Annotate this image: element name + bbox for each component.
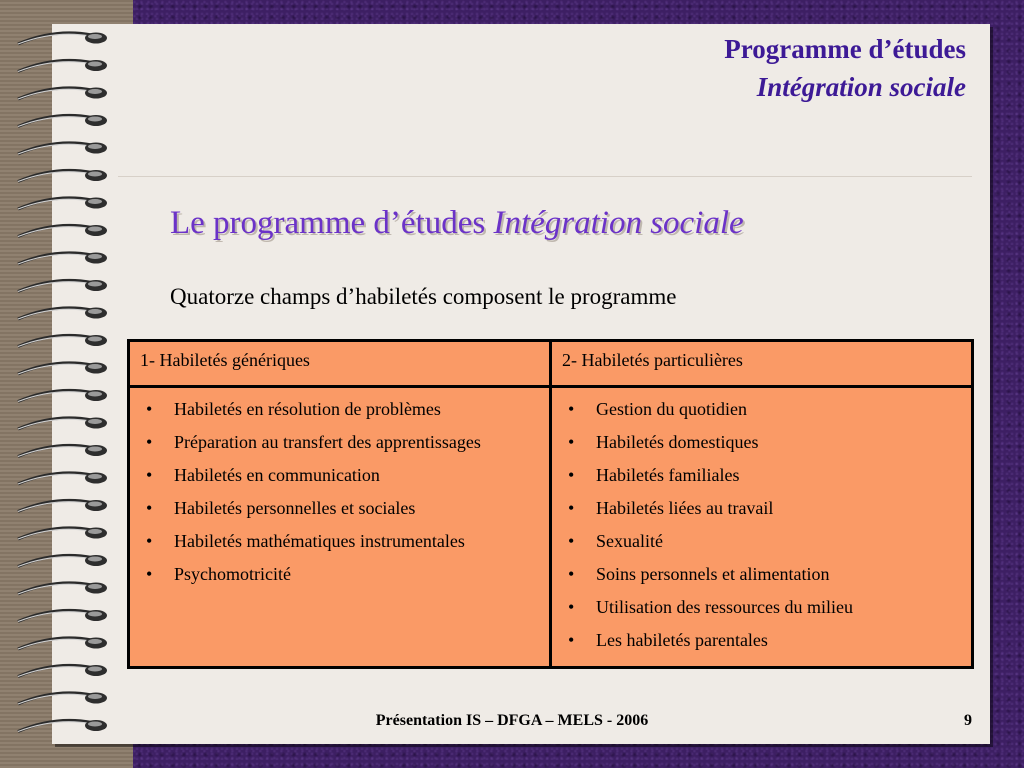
generic-skills-list <box>140 396 539 587</box>
particular-skills-cell <box>551 387 973 668</box>
header-title-sub: Intégration sociale <box>756 72 966 102</box>
list-item: • Habiletés domestiques <box>562 429 961 455</box>
skills-table <box>127 339 974 669</box>
slide-title <box>170 205 744 242</box>
table-header-particular: 2- Habiletés particulières <box>551 341 973 387</box>
spiral-binding-icon <box>0 0 120 768</box>
table-row <box>129 387 973 668</box>
generic-skills-cell <box>129 387 551 668</box>
header-title-main: Programme d’études <box>724 34 966 64</box>
list-item: • Psychomotricité <box>140 561 539 587</box>
slide-subtitle: Quatorze champs d’habiletés composent le programme <box>170 284 677 309</box>
slide-title-italic: Intégration sociale <box>493 205 744 241</box>
list-item: • Habiletés en communication <box>140 462 539 488</box>
list-item: • Les habiletés parentales <box>562 627 961 653</box>
table-header-generic: 1- Habiletés génériques <box>129 341 551 387</box>
list-item: • Habiletés personnelles et sociales <box>140 495 539 521</box>
header-title <box>724 30 966 106</box>
list-item: • Utilisation des ressources du milieu <box>562 594 961 620</box>
particular-skills-list <box>562 396 961 653</box>
list-item: • Préparation au transfert des apprentissages <box>140 429 539 455</box>
list-item: • Habiletés mathématiques instrumentales <box>140 528 539 554</box>
list-item: • Gestion du quotidien <box>562 396 961 422</box>
list-item: • Habiletés liées au travail <box>562 495 961 521</box>
footer-text: Présentation IS – DFGA – MELS - 2006 <box>375 712 649 729</box>
header-divider <box>118 176 972 177</box>
list-item: • Soins personnels et alimentation <box>562 561 961 587</box>
list-item: • Habiletés en résolution de problèmes <box>140 396 539 422</box>
slide-title-text: Le programme d’études <box>170 205 486 241</box>
list-item: • Sexualité <box>562 528 961 554</box>
page-number: 9 <box>964 712 972 729</box>
list-item: • Habiletés familiales <box>562 462 961 488</box>
table-header-row <box>129 341 973 387</box>
